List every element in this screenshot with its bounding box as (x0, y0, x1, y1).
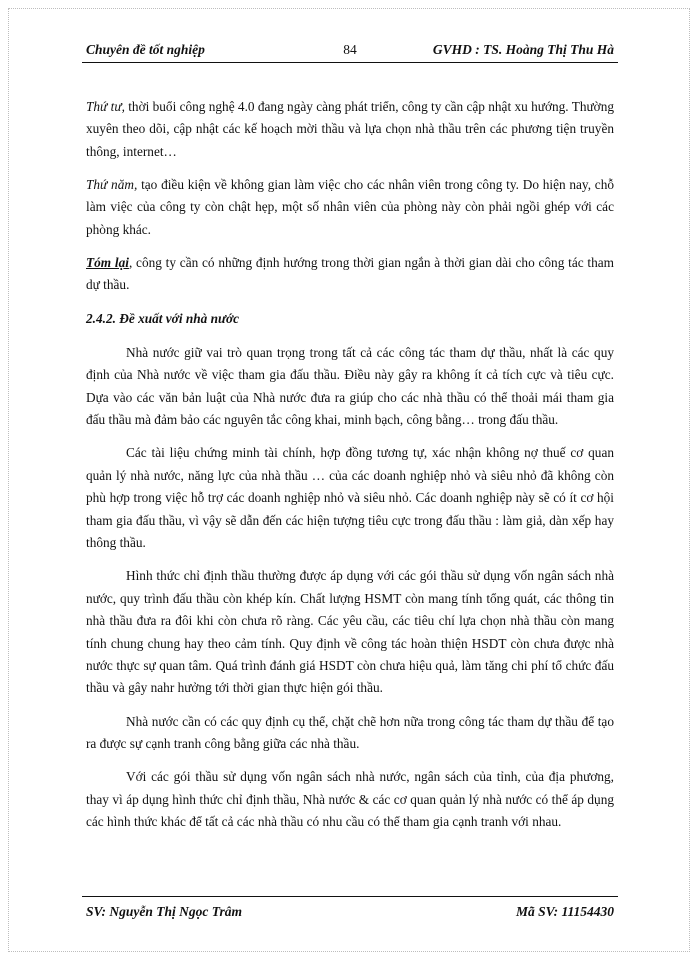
footer-divider (82, 896, 618, 897)
page-number: 84 (343, 42, 357, 57)
paragraph: Nhà nước cần có các quy định cụ thể, chặt chẽ hơn nữa trong công tác tham dự thầu để tạo ra được sự cạnh tranh công bằng giữa các nhà thầu. (86, 713, 614, 751)
footer-student: SV: Nguyễn Thị Ngọc Trâm (86, 904, 243, 919)
header-supervisor: GVHD : TS. Hoàng Thị Thu Hà (432, 42, 614, 57)
page-footer (86, 902, 614, 922)
header-divider (82, 62, 618, 63)
paragraph-thu-tu (86, 96, 614, 163)
header-title: Chuyên đề tốt nghiệp (86, 42, 205, 57)
paragraph-lead: Tóm lại (86, 255, 129, 271)
page-header (86, 38, 614, 60)
footer-student-id: Mã SV: 11154430 (515, 904, 614, 919)
paragraph-thu-nam (86, 174, 614, 241)
paragraph: Các tài liệu chứng minh tài chính, hợp đồng tương tự, xác nhận không nợ thuế cơ quan quản lý nhà nước, năng lực của nhà thầu … của các doanh nghiệp nhỏ và siêu nhỏ đã không còn phù hợp trong việc hỗ trợ các doanh nghiệp nhỏ và siêu nhỏ. Các doanh nghiệp này sẽ có ít cơ hội tham gia đấu thầu, vì vậy sẽ dẫn đến các hiện tượng tiêu cực trong đấu thầu : làm giả, dàn xếp hay thông thầu. (86, 445, 614, 551)
paragraph: Nhà nước giữ vai trò quan trọng trong tất cả các công tác tham dự thầu, nhất là các quy định của Nhà nước về việc tham gia đấu thầu. Điều này gây ra không ít cả tích cực và tiêu cực. Dựa vào các văn bản luật của Nhà nước đưa ra giúp cho các nhà thầu có thể thoải mái tham gia đấu thầu mà đảm bảo các nguyên tắc công khai, minh bạch, công bằng… trong đấu thầu. (86, 345, 614, 428)
paragraph-text: tạo điều kiện về không gian làm việc cho các nhân viên trong công ty. Do hiện nay, chỗ làm việc của công ty còn chật hẹp, một số nhân viên của phòng này còn phải ngồi ghép với các phòng khác. (86, 177, 615, 237)
paragraph-tom-lai (86, 252, 614, 297)
section-heading: 2.4.2. Đề xuất với nhà nước (86, 310, 239, 326)
paragraph: Với các gói thầu sử dụng vốn ngân sách nhà nước, ngân sách của tỉnh, của địa phương, thay vì áp dụng hình thức chỉ định thầu, Nhà nước & các cơ quan quản lý nhà nước có thể áp dụng các hình thức khác để tất cả các nhà thầu có nhu cầu có thể tham gia cạnh tranh với nhau. (86, 769, 614, 829)
document-body (86, 96, 614, 844)
paragraph-lead: Thứ năm, (86, 177, 138, 193)
paragraph-text: thời buổi công nghệ 4.0 đang ngày càng phát triển, công ty cần cập nhật xu hướng. Thường xuyên theo dõi, cập nhật các kế hoạch mời thầu và lựa chọn nhà thầu trên các phương tiện truyền thông, internet… (86, 99, 615, 159)
paragraph-text: , công ty cần có những định hướng trong thời gian ngắn à thời gian dài cho công tác tham dự thầu. (86, 255, 614, 293)
paragraph: Hình thức chỉ định thầu thường được áp dụng với các gói thầu sử dụng vốn ngân sách nhà nước, quy trình đấu thầu còn khép kín. Chất lượng HSMT còn mang tính tổng quát, các thông tin nhà thầu đưa ra đôi khi còn chưa rõ ràng. Các yêu cầu, các tiêu chí lựa chọn nhà thầu còn mang tính chung chung hay theo cảm tính. Quy định về công tác hoàn thiện HSDT còn chưa được nhà nước thực sự quan tâm. Quá trình đánh giá HSDT còn chưa hiệu quả, làm tăng chi phí tổ chức đấu thầu và gây nahr hưởng tới thời gian thực hiện gói thầu. (86, 568, 614, 696)
paragraph-lead: Thứ tư, (86, 99, 125, 114)
